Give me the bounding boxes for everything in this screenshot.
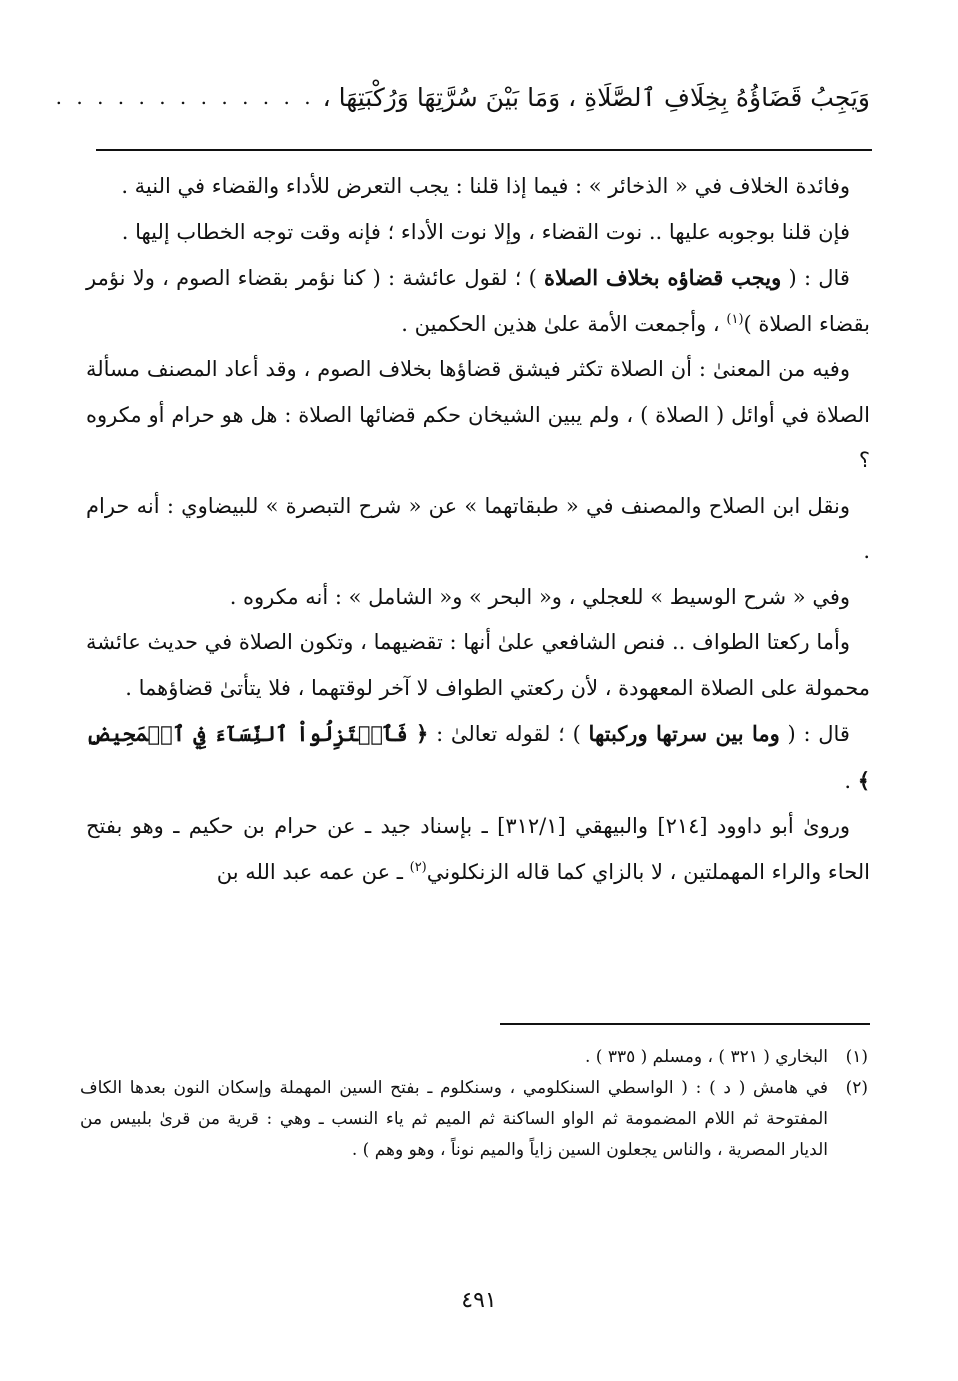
running-header-title: وَيَجِبُ قَضَاؤُهُ بِخِلَافِ ٱلصَّلَاةِ ، وَمَا بَيْنَ سُرَّتِهَا وَرُكْبَتِهَا ،: [322, 82, 870, 112]
footnote-ref-2[interactable]: (٢): [409, 859, 427, 875]
quran-verse: ﴿ فَٱعۡتَزِلُواْ ٱلنِّسَآءَ فِي ٱلۡمَحِيضِ ﴾: [86, 721, 870, 793]
paragraph-5: ونقل ابن الصلاح والمصنف في « طبقاتهما » عن « شرح التبصرة » للبيضاوي : أنه حرام .: [86, 493, 870, 563]
p8-lead: قال : (: [779, 722, 850, 746]
footnote-2: [80, 1073, 868, 1166]
footnotes: [80, 1042, 868, 1166]
paragraph-6: وفي « شرح الوسيط » للعجلي ، و« البحر » و« الشامل » : أنه مكروه .: [229, 584, 850, 609]
footnote-1: [80, 1042, 868, 1073]
paragraph-4: وفيه من المعنىٰ : أن الصلاة تكثر فيشق قضاؤها بخلاف الصوم ، وقد أعاد المصنف مسألة الصلاة في أوائل ( الصلاة ) ، ولم يبين الشيخان حكم قضائها الصلاة : هل هو حرام أو مكروه ؟: [86, 357, 870, 472]
p3-end: ، وأجمعت الأمة علىٰ هذين الحكمين .: [401, 311, 727, 336]
footnote-number: (٢): [845, 1078, 868, 1098]
paragraph-1: وفائدة الخلاف في « الذخائر » : فيما إذا قلنا : يجب التعرض للأداء والقضاء في النية .: [121, 174, 850, 198]
footnote-text: في هامش ( د ) : ( الواسطي السنكلومي ، وسنكلوم ـ بفتح السين المهملة وإسكان النون بعدها الكاف المفتوحة ثم اللام المضمومة ثم الواو الساكنة ثم الميم ثم ياء النسب ـ وهي : قرية من قرىٰ بلبيس من الديار المصرية ، والناس يجعلون السين زاياً والميم نوناً ، وهو وهم ) .: [80, 1078, 828, 1160]
footnote-ref-1[interactable]: (١): [726, 311, 744, 327]
p9-end: ـ عن عمه عبد الله بن: [216, 859, 410, 884]
paragraph-3: [86, 255, 870, 347]
paragraph-2: فإن قلنا بوجوبه عليها .. نوت القضاء ، وإلا نوت الأداء ؛ فإنه وقت توجه الخطاب إليها .: [121, 219, 850, 244]
p3-lead: قال : (: [781, 266, 850, 290]
footnote-divider: [500, 1023, 870, 1025]
header-divider: [96, 149, 872, 151]
p9-text: وروىٰ أبو داوود [٢١٤] والبيهقي [٣١٢/١] ـ بإسناد جيد ـ عن حرام بن حكيم ـ وهو بفتح الحاء والراء المهملتين ، لا بالزاي كما قاله الزنكلوني: [86, 814, 870, 884]
running-header: [55, 74, 870, 120]
p8-matn: وما بين سرتها وركبتها: [588, 721, 780, 746]
paragraph-9: [86, 804, 870, 895]
paragraph-8: [86, 711, 870, 804]
running-header-dots: . . . . . . . . . . . . .: [55, 85, 315, 109]
footnote-text: البخاري ( ٣٢١ ) ، ومسلم ( ٣٣٥ ) .: [584, 1047, 828, 1067]
p8-end: .: [844, 768, 858, 793]
footnote-number: (١): [845, 1047, 868, 1067]
page-number: ٤٩١: [461, 1288, 497, 1313]
paragraph-7: وأما ركعتا الطواف .. فنص الشافعي علىٰ أنها : تقضيهما ، وتكون الصلاة في حديث عائشة محمولة على الصلاة المعهودة ، لأن ركعتي الطواف لا آخر لوقتهما ، فلا يتأتىٰ قضاؤهما .: [86, 630, 870, 700]
p3-text: ) ؛ لقول عائشة : ( كنا نؤمر بقضاء الصوم ، ولا نؤمر بقضاء الصلاة ): [86, 266, 870, 336]
p8-text: ) ؛ لقوله تعالىٰ :: [428, 722, 589, 746]
p3-matn: ويجب قضاؤه بخلاف الصلاة: [544, 265, 782, 290]
main-text: [86, 164, 870, 895]
